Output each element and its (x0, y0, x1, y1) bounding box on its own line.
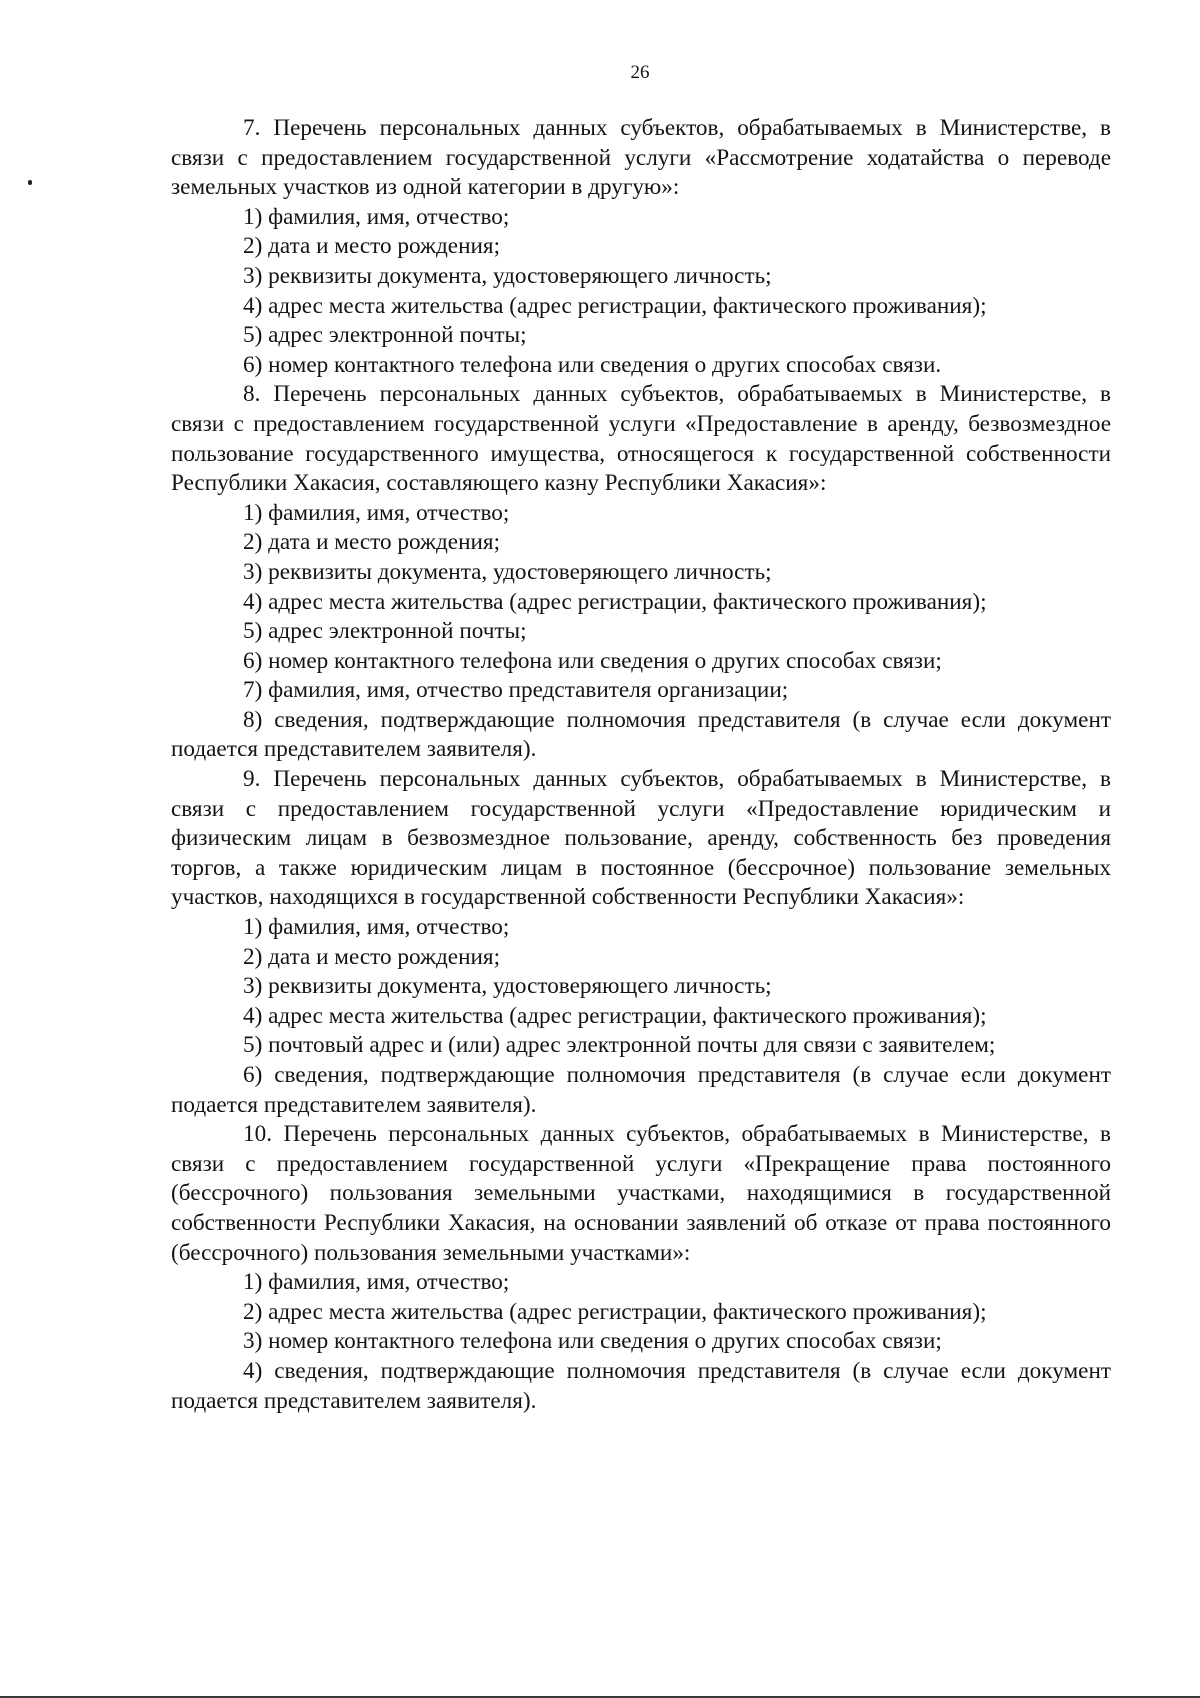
section-9-item-6: 6) сведения, подтверждающие полномочия представителя (в случае если документ подается представителем заявителя). (171, 1062, 1111, 1118)
section-9-item-5: 5) почтовый адрес и (или) адрес электронной почты для связи с заявителем; (243, 1032, 996, 1059)
section-8-item-1: 1) фамилия, имя, отчество; (243, 499, 510, 526)
section-8-item-3: 3) реквизиты документа, удостоверяющего личность; (243, 558, 772, 585)
section-7-item-1: 1) фамилия, имя, отчество; (243, 203, 510, 230)
section-9-item-3: 3) реквизиты документа, удостоверяющего личность; (243, 973, 772, 1000)
section-10-intro: 10. Перечень персональных данных субъектов, обрабатываемых в Министерстве, в связи с предоставлением государственной услуги «Прекращение права постоянного (бессрочного) пользования земельными участками, находящимися в государственной собственности Республики Хакасия, на основании заявлений об отказе от права постоянного (бессрочного) пользования земельными участками»: (171, 1121, 1111, 1266)
section-7-item-6: 6) номер контактного телефона или сведения о других способах связи. (243, 351, 942, 378)
section-10-item-3: 3) номер контактного телефона или сведения о других способах связи; (243, 1328, 942, 1355)
section-7-intro: 7. Перечень персональных данных субъектов, обрабатываемых в Министерстве, в связи с предоставлением государственной услуги «Рассмотрение ходатайства о переводе земельных участков из одной категории в другую»: (171, 115, 1111, 201)
section-9-item-1: 1) фамилия, имя, отчество; (243, 914, 510, 941)
section-9-item-4: 4) адрес места жительства (адрес регистрации, фактического проживания); (243, 1002, 987, 1029)
section-8-item-5: 5) адрес электронной почты; (243, 618, 527, 645)
page-number: 26 (630, 62, 650, 83)
section-7-item-5: 5) адрес электронной почты; (243, 322, 527, 349)
section-8-item-6: 6) номер контактного телефона или сведения о других способах связи; (243, 647, 942, 674)
section-8-intro: 8. Перечень персональных данных субъектов, обрабатываемых в Министерстве, в связи с предоставлением государственной услуги «Предоставление в аренду, безвозмездное пользование государственного имущества, относящегося к государственной собственности Республики Хакасия, составляющего казну Республики Хакасия»: (171, 381, 1111, 497)
section-8-item-8: 8) сведения, подтверждающие полномочия представителя (в случае если документ подается представителем заявителя). (171, 706, 1111, 763)
section-9-item-2: 2) дата и место рождения; (243, 943, 501, 970)
section-9-intro: 9. Перечень персональных данных субъектов, обрабатываемых в Министерстве, в связи с предоставлением государственной услуги «Предоставление юридическим и физическим лицам в безвозмездное пользование, аренду, собственность без проведения торгов, а также юридическим лицам в постоянное (бессрочное) пользование земельных участков, находящихся в государственной собственности Республики Хакасия»: (171, 766, 1111, 911)
section-10-item-2: 2) адрес места жительства (адрес регистрации, фактического проживания); (243, 1298, 987, 1325)
section-10-item-1: 1) фамилия, имя, отчество; (243, 1269, 510, 1296)
section-7-item-3: 3) реквизиты документа, удостоверяющего личность; (243, 262, 772, 289)
section-8-item-4: 4) адрес места жительства (адрес регистрации, фактического проживания); (243, 588, 987, 615)
section-7-item-4: 4) адрес места жительства (адрес регистрации, фактического проживания); (243, 292, 987, 319)
section-8-item-2: 2) дата и место рождения; (243, 529, 501, 556)
section-7-item-2: 2) дата и место рождения; (243, 233, 501, 260)
section-8-item-7: 7) фамилия, имя, отчество представителя организации; (243, 677, 789, 704)
section-10-item-4: 4) сведения, подтверждающие полномочия представителя (в случае если документ подается представителем заявителя). (171, 1357, 1111, 1414)
scan-speck (28, 180, 32, 185)
document-body (171, 114, 1111, 1416)
